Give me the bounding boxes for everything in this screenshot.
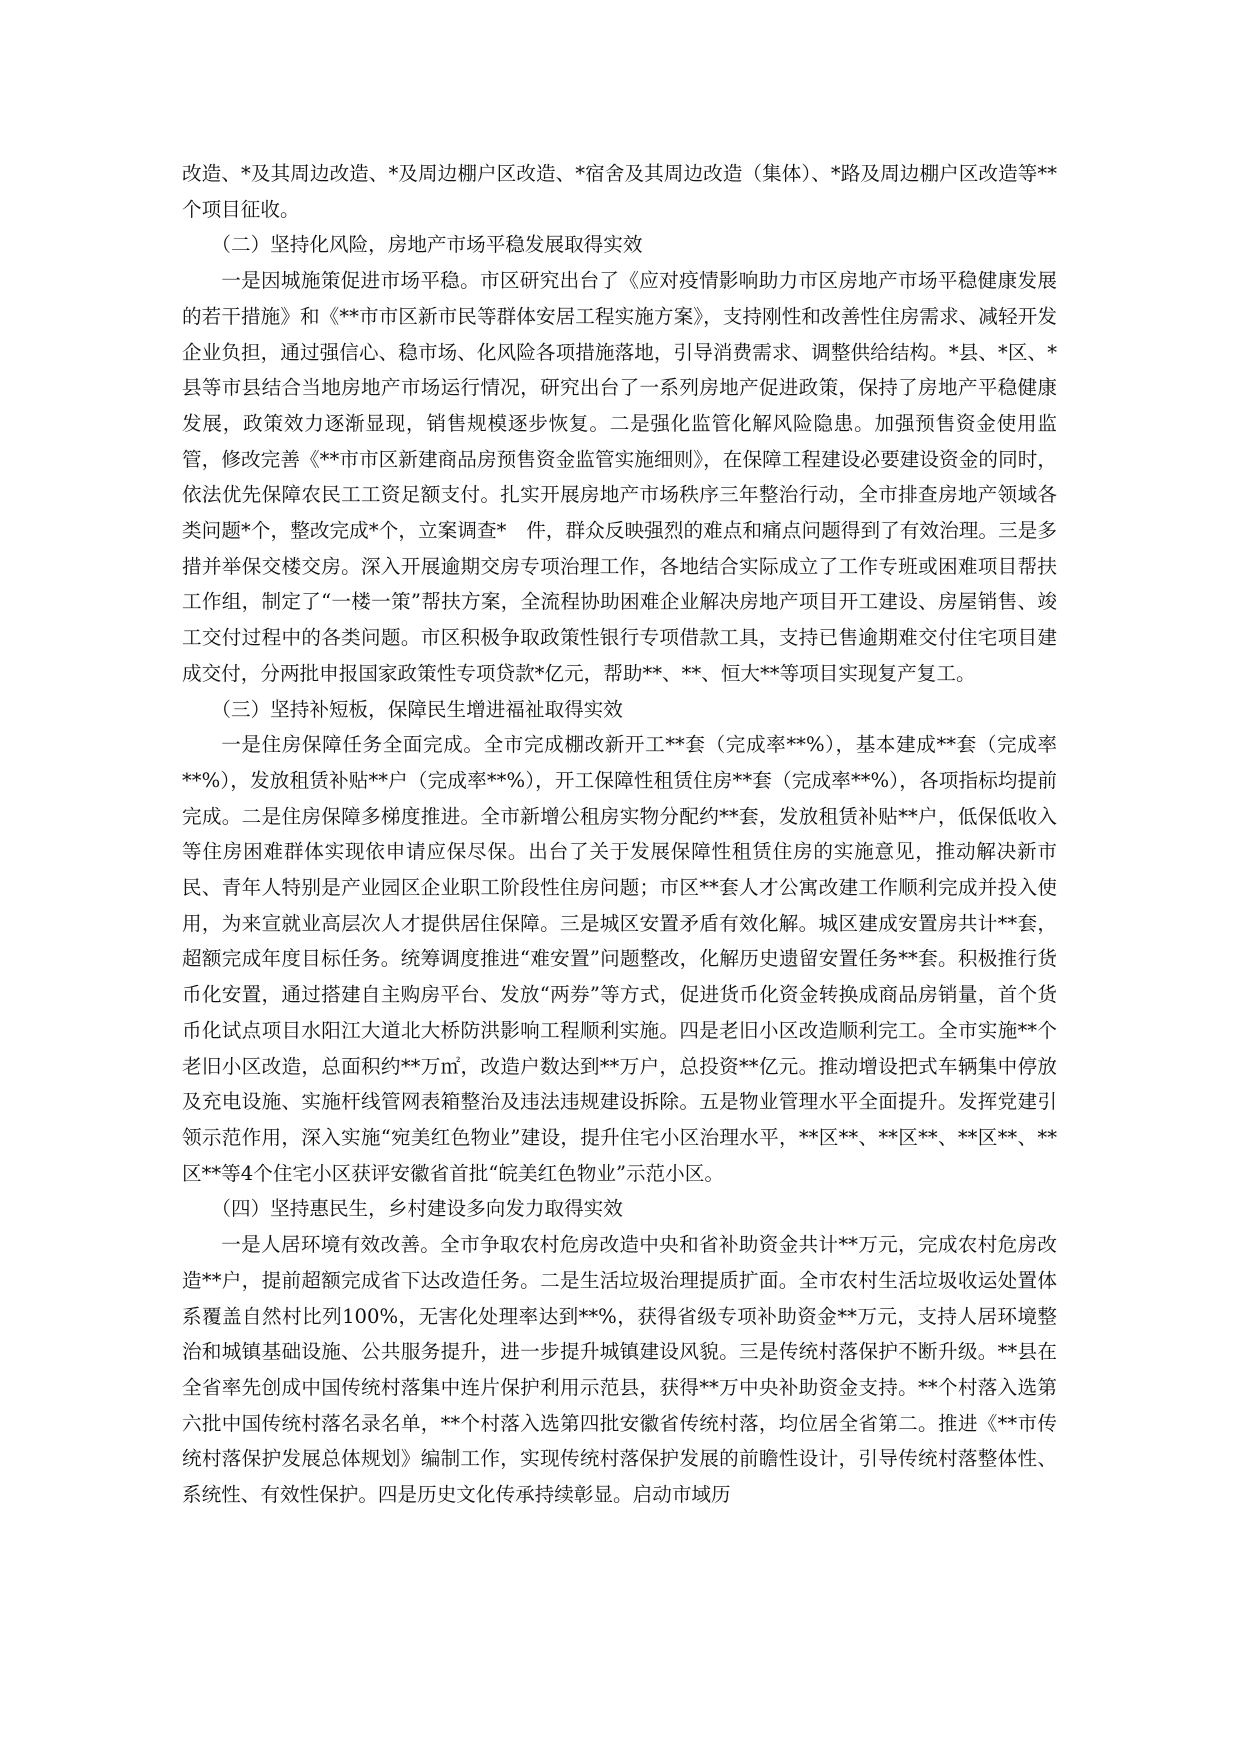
paragraph-real-estate: 一是因城施策促进市场平稳。市区研究出台了《应对疫情影响助力市区房地产市场平稳健康发展的若干措施》和《**市市区新市民等群体安居工程实施方案》，支持刚性和改善性住房需求、减轻开发企业负担，通过强信心、稳市场、化风险各项措施落地，引导消费需求、调整供给结构。*县、*区、*县等市县结合当地房地产市场运行情况，研究出台了一系列房地产促进政策，保持了房地产平稳健康发展，政策效力逐渐显现，销售规模逐步恢复。二是强化监管化解风险隐患。加强预售资金使用监管，修改完善《**市市区新建商品房预售资金监管实施细则》，在保障工程建设必要建设资金的同时，依法优先保障农民工工资足额支付。扎实开展房地产市场秩序三年整治行动，全市排查房地产领域各类问题*个，整改完成*个，立案调查* 件，群众反映强烈的难点和痛点问题得到了有效治理。三是多措并举保交楼交房。深入开展逾期交房专项治理工作，各地结合实际成立了工作专班或困难项目帮扶工作组，制定了“一楼一策”帮扶方案，全流程协助困难企业解决房地产项目开工建设、房屋销售、竣工交付过程中的各类问题。市区积极争取政策性银行专项借款工具，支持已售逾期难交付住宅项目建成交付，分两批申报国家政策性专项贷款*亿元，帮助**、**、恒大**等项目实现复产复工。 bbox=[182, 269, 1057, 685]
document-body bbox=[182, 156, 1057, 1513]
section-heading-3: （三）坚持补短板，保障民生增进福祉取得实效 bbox=[211, 697, 623, 721]
paragraph-rural-construction: 一是人居环境有效改善。全市争取农村危房改造中央和省补助资金共计**万元，完成农村危房改造**户，提前超额完成省下达改造任务。二是生活垃圾治理提质扩面。全市农村生活垃圾收运处置体系覆盖自然村比列100%，无害化处理率达到**%，获得省级专项补助资金**万元，支持人居环境整治和城镇基础设施、公共服务提升，进一步提升城镇建设风貌。三是传统村落保护不断升级。**县在全省率先创成中国传统村落集中连片保护利用示范县，获得**万中央补助资金支持。**个村落入选第六批中国传统村落名录名单，**个村落入选第四批安徽省传统村落，均位居全省第二。推进《**市传统村落保护发展总体规划》编制工作，实现传统村落保护发展的前瞻性设计，引导传统村落整体性、系统性、有效性保护。四是历史文化传承持续彰显。启动市域历 bbox=[182, 1233, 1057, 1507]
paragraph-housing-security: 一是住房保障任务全面完成。全市完成棚改新开工**套（完成率**%），基本建成**套（完成率**%），发放租赁补贴**户（完成率**%），开工保障性租赁住房**套（完成率**%），各项指标均提前完成。二是住房保障多梯度推进。全市新增公租房实物分配约**套，发放租赁补贴**户，低保低收入等住房困难群体实现依申请应保尽保。出台了关于发展保障性租赁住房的实施意见，推动解决新市民、青年人特别是产业园区企业职工阶段性住房问题；市区**套人才公寓改建工作顺利完成并投入使用，为来宣就业高层次人才提供居住保障。三是城区安置矛盾有效化解。城区建成安置房共计**套，超额完成年度目标任务。统筹调度推进“难安置”问题整改，化解历史遗留安置任务**套。积极推行货币化安置，通过搭建自主购房平台、发放“两券”等方式，促进货币化资金转换成商品房销量，首个货币化试点项目水阳江大道北大桥防洪影响工程顺利实施。四是老旧小区改造顺利完工。全市实施**个老旧小区改造，总面积约**万㎡，改造户数达到**万户，总投资**亿元。推动增设把式车辆集中停放及充电设施、实施杆线管网表箱整治及违法违规建设拆除。五是物业管理水平全面提升。发挥党建引领示范作用，深入实施“宛美红色物业”建设，提升住宅小区治理水平，**区**、**区**、**区**、**区**等4个住宅小区获评安徽省首批“皖美红色物业”示范小区。 bbox=[182, 733, 1057, 1185]
section-heading-2: （二）坚持化风险，房地产市场平稳发展取得实效 bbox=[211, 233, 643, 257]
paragraph-continued: 改造、*及其周边改造、*及周边棚户区改造、*宿舍及其周边改造（集体）、*路及周边棚户区改造等**个项目征收。 bbox=[182, 162, 1057, 221]
section-heading-4: （四）坚持惠民生，乡村建设多向发力取得实效 bbox=[211, 1197, 623, 1221]
